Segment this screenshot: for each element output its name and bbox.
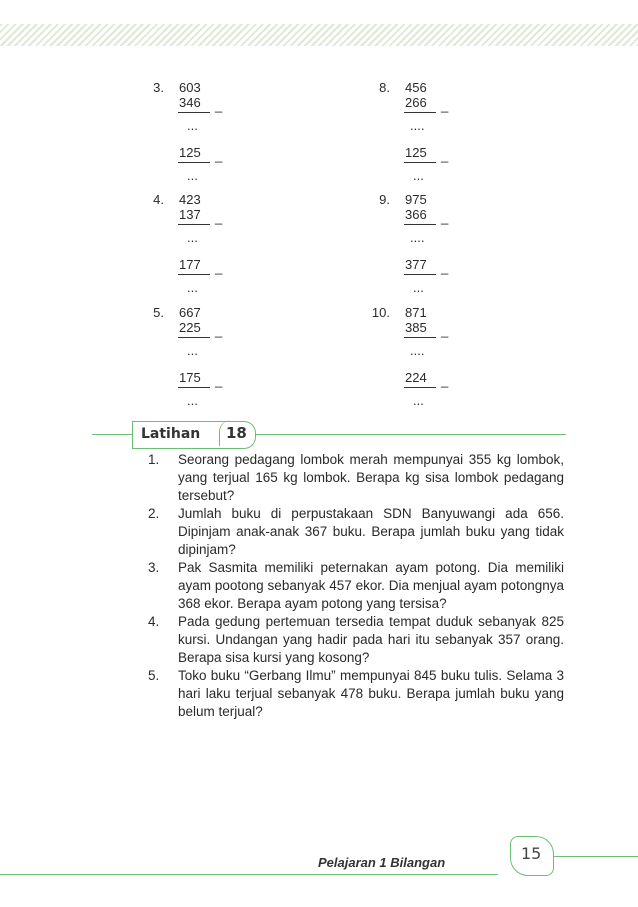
answer-blank: ... <box>187 230 198 245</box>
problem-number: 4. <box>153 192 164 207</box>
result-line <box>404 387 436 388</box>
answer-blank: .... <box>410 118 425 133</box>
exercise-number: 5. <box>148 668 160 683</box>
list-item <box>148 505 564 559</box>
minuend: 667 <box>179 305 201 320</box>
latihan-label: Latihan <box>141 426 201 442</box>
exercise-text: Seorang pedagang lombok merah mempunyai 355 kg lombok, yang terjual 165 kg lombok. Berapa kg sisa lombok pedagang tersebut? <box>178 452 564 503</box>
answer-blank: ... <box>413 280 424 295</box>
answer-blank: ... <box>187 343 198 358</box>
exercise-text: Jumlah buku di perpustakaan SDN Banyuwangi ada 656. Dipinjam anak-anak 367 buku. Berapa jumlah buku yang tidak dipinjam? <box>178 506 564 557</box>
list-item <box>148 667 564 721</box>
subtraction-problem <box>140 192 260 302</box>
subtrahend: 266 <box>405 95 427 110</box>
minus-sign: _ <box>215 373 223 388</box>
answer-blank: ... <box>187 168 198 183</box>
exercise-number: 3. <box>148 560 160 575</box>
exercise-text: Pada gedung pertemuan tersedia tempat duduk sebanyak 825 kursi. Undangan yang hadir pada hari itu sebanyak 357 orang. Berapa sisa kursi yang kosong? <box>178 614 564 665</box>
exercise-text: Pak Sasmita memiliki peternakan ayam potong. Dia memiliki ayam pootong sebanyak 457 ekor. Dia menjual ayam potongnya 368 ekor. Berapa ayam potong yang tersisa? <box>178 560 564 611</box>
minus-sign: _ <box>441 98 449 113</box>
footer-divider <box>0 874 498 875</box>
exercise-number: 1. <box>148 452 160 467</box>
subtrahend-2: 125 <box>405 145 427 160</box>
exercise-number: 4. <box>148 614 160 629</box>
subtrahend-2: 177 <box>179 257 201 272</box>
subtrahend: 225 <box>179 320 201 335</box>
subtrahend: 137 <box>179 207 201 222</box>
list-item <box>148 613 564 667</box>
latihan-badge <box>132 421 256 449</box>
result-line <box>178 387 210 388</box>
subtraction-problem <box>140 305 260 415</box>
answer-blank: ... <box>413 393 424 408</box>
result-line <box>178 224 210 225</box>
problem-number: 5. <box>153 305 164 320</box>
minus-sign: _ <box>215 98 223 113</box>
subtraction-problem <box>366 305 486 415</box>
list-item <box>148 451 564 505</box>
result-line <box>404 337 436 338</box>
result-line <box>404 162 436 163</box>
minuend: 456 <box>405 80 427 95</box>
minuend: 975 <box>405 192 427 207</box>
answer-blank: ... <box>187 280 198 295</box>
result-line <box>178 274 210 275</box>
minus-sign: _ <box>215 323 223 338</box>
subtrahend-2: 224 <box>405 370 427 385</box>
minus-sign: _ <box>441 210 449 225</box>
page-number: 15 <box>521 844 542 863</box>
minus-sign: _ <box>215 260 223 275</box>
result-line <box>178 337 210 338</box>
answer-blank: ... <box>187 393 198 408</box>
result-line <box>404 224 436 225</box>
answer-blank: .... <box>410 230 425 245</box>
minus-sign: _ <box>441 373 449 388</box>
page-number-badge <box>510 836 554 876</box>
problem-number: 8. <box>379 80 390 95</box>
exercise-list <box>148 451 564 721</box>
problem-number: 9. <box>379 192 390 207</box>
problem-number: 10. <box>371 305 390 320</box>
result-line <box>404 274 436 275</box>
result-line <box>404 112 436 113</box>
subtrahend: 366 <box>405 207 427 222</box>
subtrahend: 385 <box>405 320 427 335</box>
result-line <box>178 112 210 113</box>
minus-sign: _ <box>441 148 449 163</box>
subtrahend-2: 377 <box>405 257 427 272</box>
minuend: 871 <box>405 305 427 320</box>
subtrahend-2: 125 <box>179 145 201 160</box>
latihan-number: 18 <box>226 424 247 442</box>
result-line <box>178 162 210 163</box>
minuend: 423 <box>179 192 201 207</box>
footer-divider <box>546 856 638 857</box>
list-item <box>148 559 564 613</box>
exercise-text: Toko buku “Gerbang Ilmu” mempunyai 845 buku tulis. Selama 3 hari laku terjual sebanyak 478 buku. Berapa jumlah buku yang belum terjual? <box>178 668 564 719</box>
answer-blank: .... <box>410 343 425 358</box>
exercise-number: 2. <box>148 506 160 521</box>
decorative-top-band <box>0 24 638 46</box>
problem-number: 3. <box>153 80 164 95</box>
answer-blank: ... <box>187 118 198 133</box>
subtraction-problem <box>366 80 486 190</box>
minuend: 603 <box>179 80 201 95</box>
chapter-title: Pelajaran 1 Bilangan <box>318 855 446 870</box>
subtrahend: 346 <box>179 95 201 110</box>
subtrahend-2: 175 <box>179 370 201 385</box>
subtraction-problem <box>366 192 486 302</box>
answer-blank: ... <box>413 168 424 183</box>
minus-sign: _ <box>441 260 449 275</box>
minus-sign: _ <box>215 210 223 225</box>
minus-sign: _ <box>215 148 223 163</box>
minus-sign: _ <box>441 323 449 338</box>
latihan-number-box <box>219 420 254 446</box>
